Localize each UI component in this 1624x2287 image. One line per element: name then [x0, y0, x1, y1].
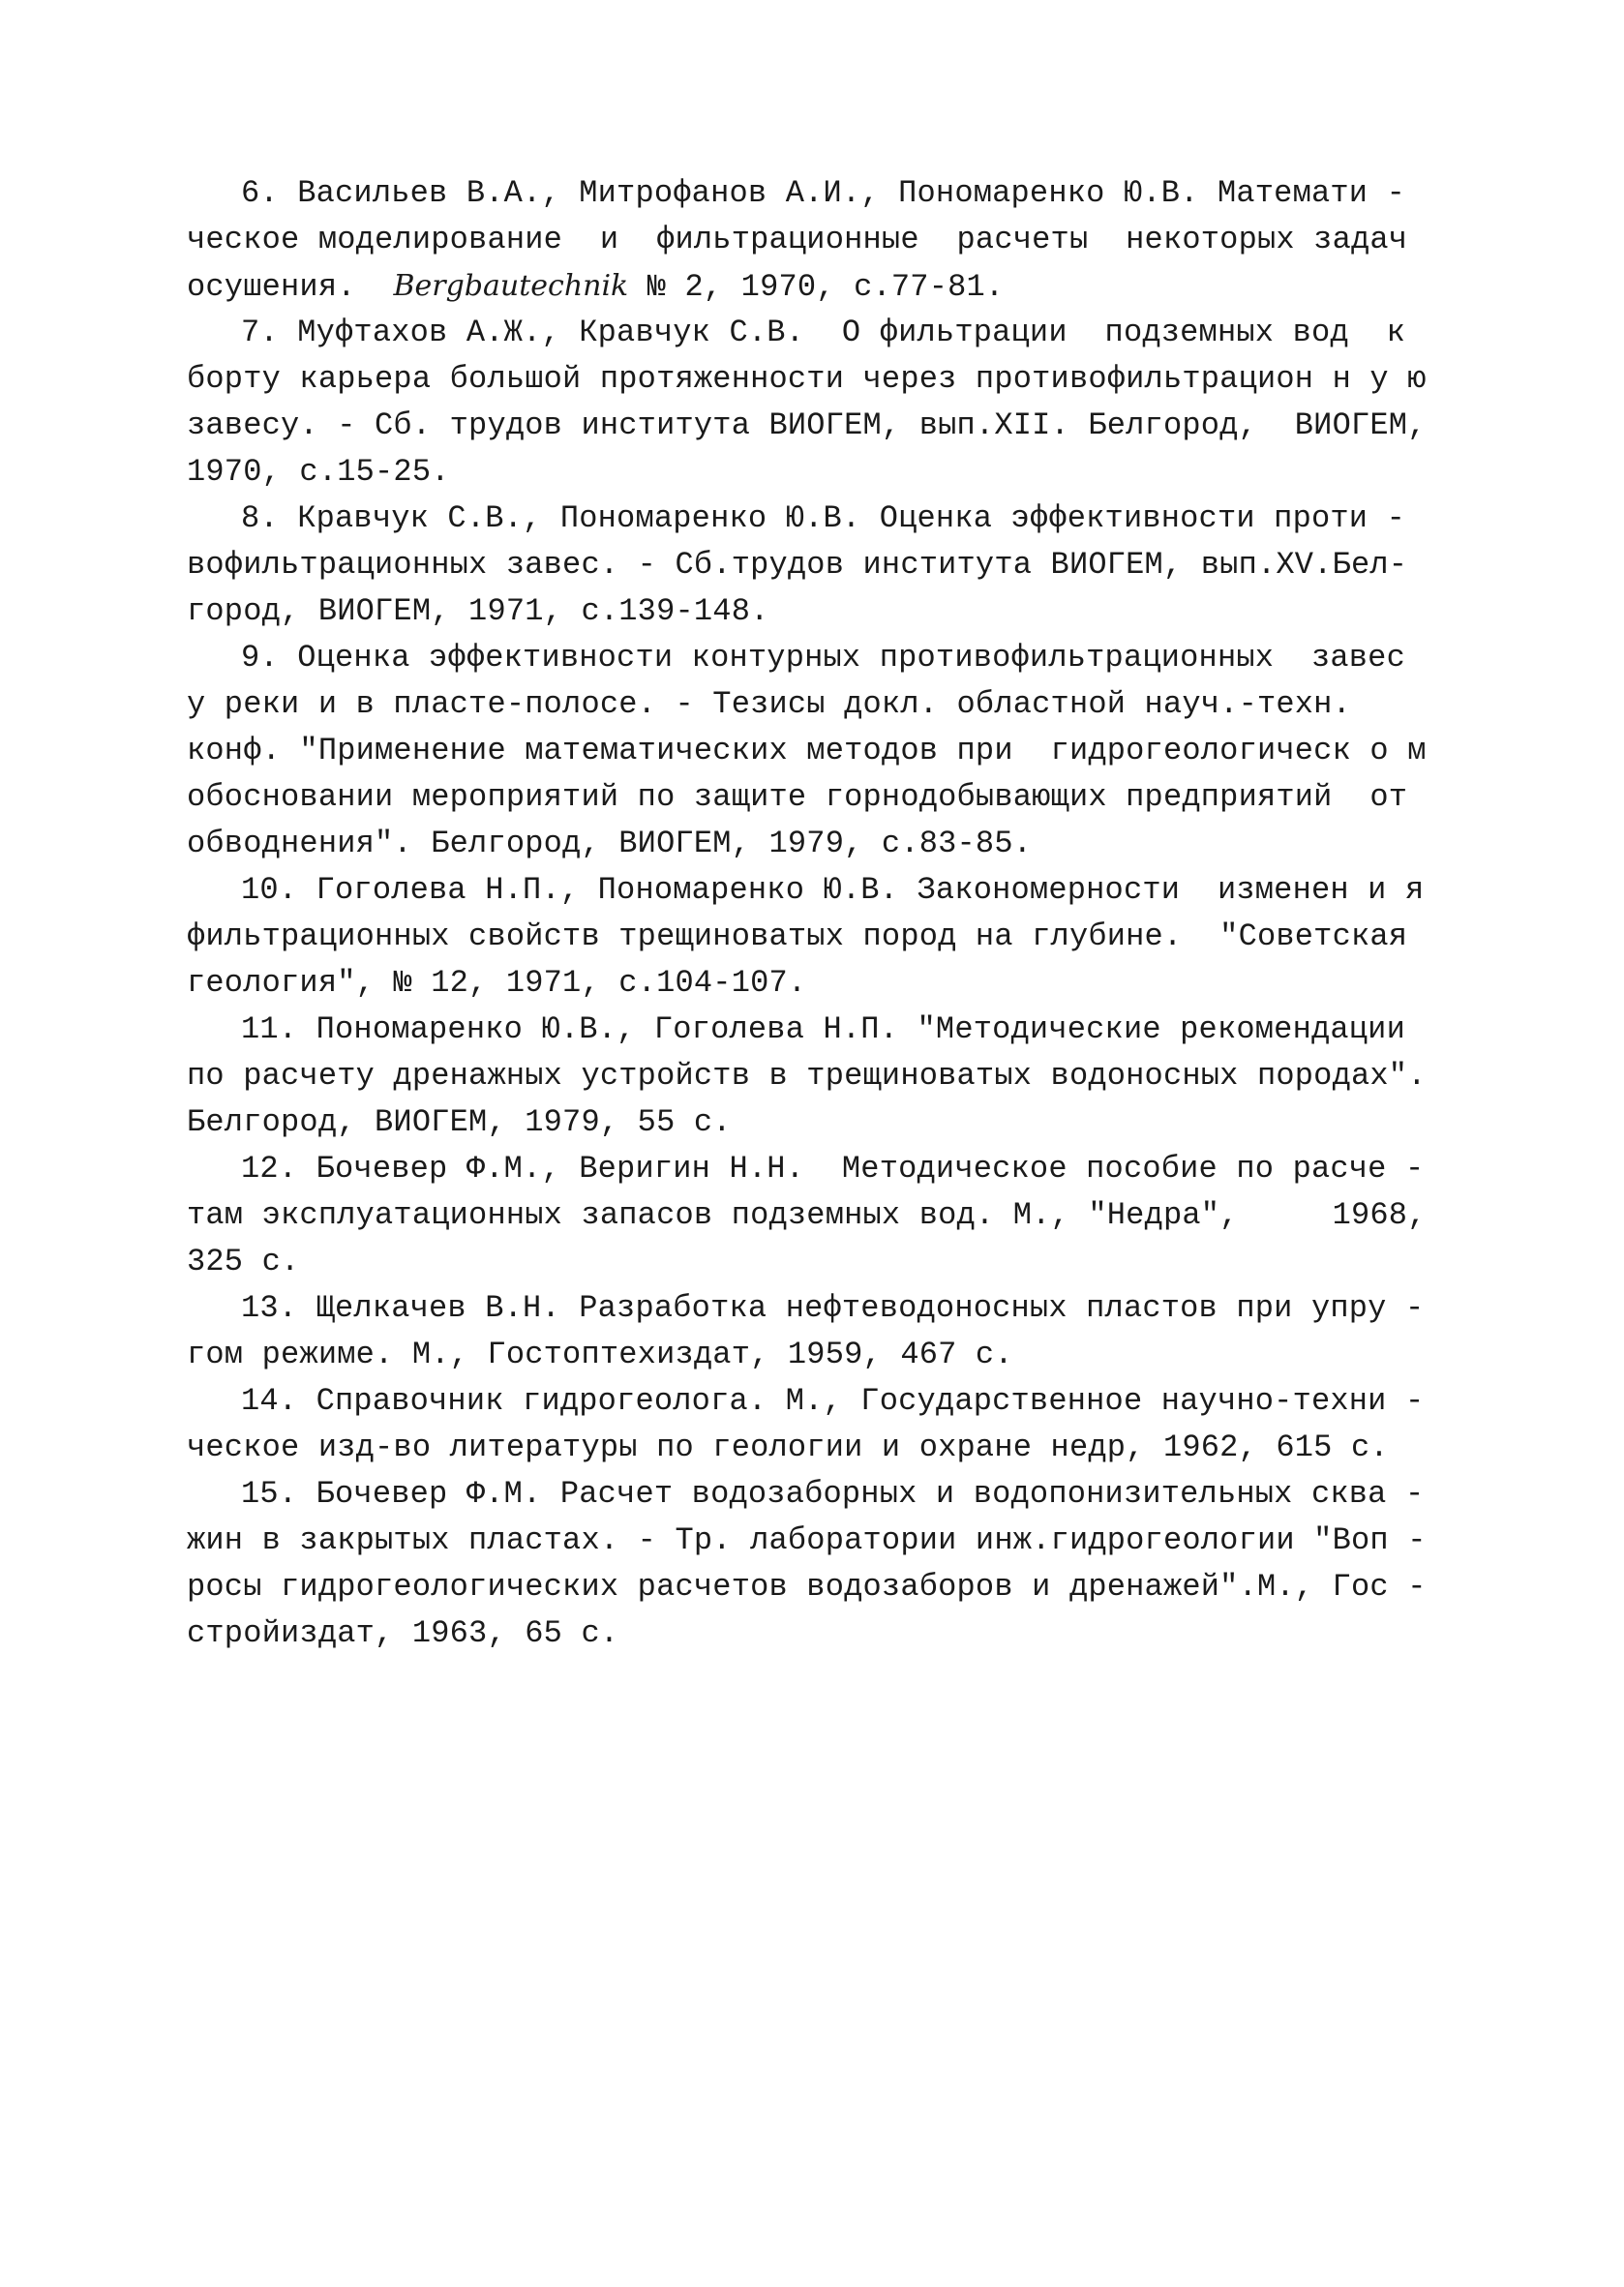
reference-line: 11. Пономаренко Ю.В., Гоголева Н.П. "Методические рекомендации — [241, 1011, 1405, 1047]
reference-line: 6. Васильев В.А., Митрофанов А.И., Пономаренко Ю.В. Математи - — [241, 175, 1405, 211]
reference-line: гом режиме. М., Гостоптехиздат, 1959, 467 с. — [187, 1337, 1013, 1372]
reference-line: ческое изд-во литературы по геологии и охране недр, 1962, 615 с. — [187, 1429, 1389, 1465]
reference-line: у реки и в пласте-полосе. - Тезисы докл. областной науч.-техн. — [187, 686, 1351, 722]
reference-line: 9. Оценка эффективности контурных противофильтрационных завес — [241, 640, 1405, 676]
reference-line: там эксплуатационных запасов подземных вод. М., "Недра", 1968, — [187, 1197, 1427, 1233]
reference-item-11 — [187, 1007, 1455, 1146]
reference-line: геология", № 12, 1971, с.104-107. — [187, 965, 807, 1001]
reference-line: 1970, с.15-25. — [187, 454, 450, 490]
reference-line: город, ВИОГЕМ, 1971, с.139-148. — [187, 593, 769, 629]
reference-line: по расчету дренажных устройств в трещиноватых водоносных породах". — [187, 1058, 1427, 1094]
reference-item-9 — [187, 635, 1455, 867]
reference-line: 7. Муфтахов А.Ж., Кравчук С.В. О фильтрации подземных вод к — [241, 315, 1405, 350]
reference-line: 14. Справочник гидрогеолога. М., Государственное научно-техни - — [241, 1383, 1425, 1419]
reference-line — [187, 263, 1455, 310]
reference-line: росы гидрогеологических расчетов водозаборов и дренажей".М., Гос - — [187, 1569, 1427, 1605]
reference-line: стройиздат, 1963, 65 с. — [187, 1615, 619, 1651]
reference-line: вофильтрационных завес. - Сб.трудов института ВИОГЕМ, вып.XV.Бел- — [187, 547, 1408, 583]
handwritten-note: Bergbautechnik — [393, 269, 629, 303]
reference-line: 8. Кравчук С.В., Пономаренко Ю.В. Оценка эффективности проти - — [241, 500, 1405, 536]
reference-line: обосновании мероприятий по защите горнодобывающих предприятий от — [187, 779, 1408, 815]
reference-line: 13. Щелкачев В.Н. Разработка нефтеводоносных пластов при упру - — [241, 1290, 1425, 1326]
reference-item-12 — [187, 1146, 1455, 1285]
reference-item-15 — [187, 1471, 1455, 1657]
reference-line: фильтрационных свойств трещиноватых пород на глубине. "Советская — [187, 918, 1408, 954]
reference-line: борту карьера большой протяженности через противофильтрацион н у ю — [187, 361, 1427, 397]
reference-line: 325 с. — [187, 1244, 300, 1279]
reference-line: 15. Бочевер Ф.М. Расчет водозаборных и водопонизительных сква - — [241, 1476, 1425, 1512]
reference-item-7 — [187, 310, 1455, 496]
reference-line: обводнения". Белгород, ВИОГЕМ, 1979, с.83-85. — [187, 826, 1033, 861]
reference-text: № 2, 1970, с.77-81. — [628, 269, 1005, 305]
reference-list — [187, 170, 1455, 1657]
reference-line: завесу. - Сб. трудов института ВИОГЕМ, вып.XII. Белгород, ВИОГЕМ, — [187, 407, 1427, 443]
reference-text: осушения. — [187, 269, 356, 305]
reference-item-10 — [187, 867, 1455, 1007]
reference-item-8 — [187, 496, 1455, 635]
reference-line: жин в закрытых пластах. - Тр. лаборатории инж.гидрогеологии "Воп - — [187, 1522, 1427, 1558]
reference-item-14 — [187, 1378, 1455, 1471]
reference-line: ческое моделирование и фильтрационные расчеты некоторых задач — [187, 222, 1408, 257]
reference-item-6 — [187, 170, 1455, 310]
reference-line: Белгород, ВИОГЕМ, 1979, 55 с. — [187, 1104, 732, 1140]
reference-line: конф. "Применение математических методов при гидрогеологическ о м — [187, 733, 1427, 768]
reference-line: 12. Бочевер Ф.М., Веригин Н.Н. Методическое пособие по расче - — [241, 1151, 1425, 1187]
reference-line: 10. Гоголева Н.П., Пономаренко Ю.В. Закономерности изменен и я — [241, 872, 1425, 908]
reference-item-13 — [187, 1285, 1455, 1378]
